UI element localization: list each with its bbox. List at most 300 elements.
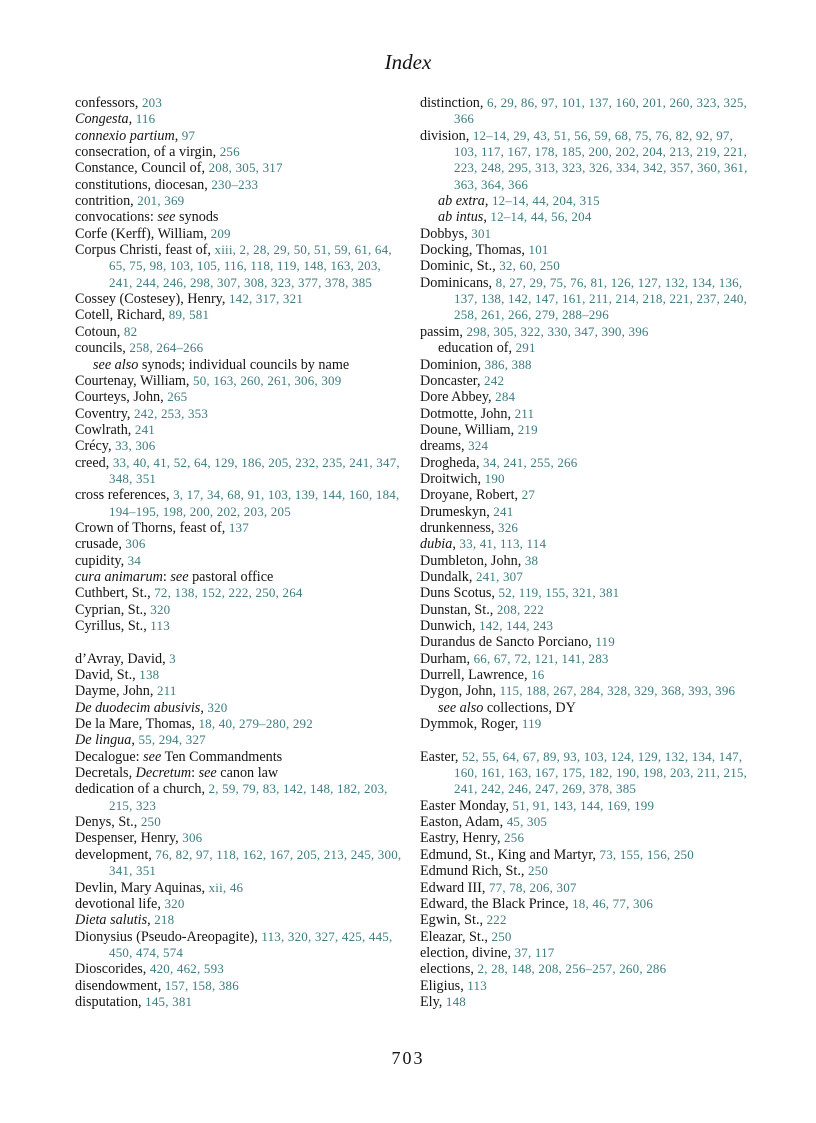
entry-text: Durham,	[420, 650, 474, 667]
entry-text: Decretals,	[75, 765, 136, 782]
entry-text: Cotoun,	[75, 323, 124, 340]
entry-text: Edward, the Black Prince,	[420, 895, 573, 912]
index-entry	[420, 357, 750, 373]
entry-text: Droitwich,	[420, 470, 485, 487]
index-entry	[420, 569, 750, 585]
index-entry	[420, 536, 750, 552]
index-entry	[75, 111, 405, 127]
entry-text: convocations:	[75, 209, 158, 226]
entry-text: Drogheda,	[420, 454, 484, 471]
index-entry	[75, 242, 405, 291]
index-subentry	[75, 357, 405, 373]
index-entry	[75, 160, 405, 176]
page-references: 72, 138, 152, 222, 250, 264	[154, 585, 303, 601]
index-entry	[420, 863, 750, 879]
page-references: 55, 294, 327	[138, 732, 206, 748]
index-entry	[420, 945, 750, 961]
index-entry	[420, 242, 750, 258]
page-references: 208, 305, 317	[208, 160, 283, 176]
page-references: 256	[504, 830, 525, 846]
index-entry	[420, 716, 750, 732]
index-entry	[75, 765, 405, 781]
index-entry	[75, 95, 405, 111]
page-references: 324	[468, 438, 489, 454]
italic-term: see	[143, 748, 162, 765]
page-references: 306	[125, 536, 146, 552]
italic-term: connexio partium	[75, 127, 175, 144]
page-references: 76, 82, 97, 118, 162, 167, 205, 213, 245, 300, 341, 351	[109, 846, 402, 879]
index-entry	[420, 438, 750, 454]
entry-text: Cyprian, St.,	[75, 601, 151, 618]
index-entry	[75, 406, 405, 422]
index-entry	[75, 880, 405, 896]
page-references: 51, 91, 143, 144, 169, 199	[512, 797, 655, 813]
index-entry	[420, 602, 750, 618]
index-entry	[75, 324, 405, 340]
entry-text: Dundalk,	[420, 568, 476, 585]
entry-text: synods	[175, 209, 219, 226]
index-entry	[420, 798, 750, 814]
entry-text: pastoral office	[188, 568, 274, 585]
index-entry	[420, 994, 750, 1010]
entry-text: Easter Monday,	[420, 797, 513, 814]
entry-text: Durrell, Lawrence,	[420, 667, 532, 684]
entry-text: Dotmotte, John,	[420, 405, 515, 422]
page-references: 241	[493, 503, 514, 519]
italic-term: see	[170, 568, 189, 585]
page-references: 241, 307	[475, 568, 524, 584]
entry-text: dedication of a church,	[75, 781, 209, 798]
entry-text: Doncaster,	[420, 372, 485, 389]
page-references: 33, 306	[115, 438, 156, 454]
page-references: 101	[528, 242, 549, 258]
page-references: 3	[169, 650, 176, 666]
entry-text: confessors,	[75, 95, 142, 111]
index-entry	[420, 520, 750, 536]
index-entry	[75, 422, 405, 438]
index-entry	[75, 602, 405, 618]
page-references: 119	[521, 716, 542, 732]
index-entry	[420, 830, 750, 846]
page-references: 203	[141, 95, 163, 110]
page-references: 142, 317, 321	[228, 291, 304, 307]
entry-text: Despenser, Henry,	[75, 830, 183, 847]
index-entry	[75, 912, 405, 928]
entry-text: Drumeskyn,	[420, 503, 494, 520]
italic-term: Congesta	[75, 111, 129, 128]
page-references: 113	[150, 618, 170, 633]
page-references: 82	[123, 323, 138, 339]
page-references: 32, 60, 250	[499, 258, 560, 274]
index-entry	[75, 209, 405, 225]
page-title: Index	[384, 50, 432, 74]
index-entry	[420, 553, 750, 569]
entry-text: Docking, Thomas,	[420, 242, 529, 259]
index-entry	[420, 373, 750, 389]
entry-text: Dore Abbey,	[420, 389, 496, 406]
section-gap	[75, 634, 405, 650]
entry-text: :	[191, 765, 199, 782]
italic-term: see also	[438, 699, 484, 716]
entry-text: ,	[484, 193, 492, 210]
entry-text: councils,	[75, 340, 130, 357]
index-entry	[420, 455, 750, 471]
page-references: 301	[471, 225, 492, 241]
page-references: 18, 46, 77, 306	[572, 895, 654, 911]
entry-text: Dunwich,	[420, 618, 480, 634]
page-references: 113	[467, 977, 487, 993]
page-references: 190	[484, 470, 505, 486]
index-entry	[420, 978, 750, 994]
page-references: 326	[498, 519, 519, 535]
entry-text: ,	[174, 127, 182, 144]
page-references: 208, 222	[496, 601, 544, 617]
entry-text: Cyrillus, St.,	[75, 618, 151, 634]
index-subentry	[420, 193, 750, 209]
page-references: 50, 163, 260, 261, 306, 309	[193, 372, 342, 388]
entry-text: Egwin, St.,	[420, 912, 487, 929]
entry-text: distinction,	[420, 95, 487, 111]
page-references: 148	[445, 993, 466, 1009]
entry-text: David, St.,	[75, 667, 140, 684]
page-references: 137	[228, 519, 249, 535]
page-references: 138	[139, 667, 160, 683]
index-entry	[75, 373, 405, 389]
index-entry	[420, 880, 750, 896]
entry-text: devotional life,	[75, 895, 165, 912]
entry-text: Eastry, Henry,	[420, 830, 505, 847]
index-entry	[420, 585, 750, 601]
page-references: 2, 28, 148, 208, 256–257, 260, 286	[477, 961, 667, 977]
page-references: 242, 253, 353	[133, 405, 209, 421]
page-references: 284	[495, 389, 516, 405]
entry-text: Cuthbert, St.,	[75, 585, 155, 602]
entry-text: Easter,	[420, 748, 462, 765]
entry-text: cross references,	[75, 487, 174, 504]
page-references: 115, 188, 267, 284, 328, 329, 368, 393, 396	[499, 683, 736, 699]
entry-text: Dionysius (Pseudo-Areopagite),	[75, 928, 262, 945]
entry-text: Dominicans,	[420, 274, 496, 291]
page-references: 250	[140, 814, 161, 830]
page-references: 265	[167, 389, 188, 405]
index-entry	[420, 324, 750, 340]
index-entry	[75, 193, 405, 209]
page-references: 291	[515, 340, 536, 356]
index-entry	[75, 618, 405, 634]
page-references: 209	[210, 225, 231, 241]
index-entry	[75, 814, 405, 830]
index-entry	[420, 406, 750, 422]
entry-text: Dominic, St.,	[420, 258, 500, 275]
page-references: 73, 155, 156, 250	[599, 846, 694, 862]
page-references: 250	[528, 863, 549, 879]
entry-text: election, divine,	[420, 944, 515, 961]
page-references: 218	[154, 912, 175, 928]
entry-text: Dunstan, St.,	[420, 601, 497, 618]
index-entry	[75, 553, 405, 569]
entry-text: Durandus de Sancto Porciano,	[420, 634, 596, 651]
page-references: 45, 305	[506, 814, 548, 830]
index-subentry	[420, 340, 750, 356]
index-entry	[420, 912, 750, 928]
index-entry	[420, 258, 750, 274]
page-references: 306	[182, 830, 203, 846]
page-references: 250	[491, 928, 512, 944]
index-entry	[75, 438, 405, 454]
page-references: 145, 381	[145, 993, 193, 1009]
page-references: 320	[150, 601, 171, 617]
page-references: 34, 241, 255, 266	[483, 454, 578, 470]
entry-text: drunkenness,	[420, 519, 499, 536]
entry-text: :	[162, 568, 171, 585]
index-entry	[75, 651, 405, 667]
entry-text: ,	[147, 912, 155, 929]
entry-text: Eligius,	[420, 977, 468, 994]
italic-term: see also	[93, 356, 139, 373]
entry-text: Edmund Rich, St.,	[420, 863, 528, 880]
entry-text: synods; individual councils by name	[138, 356, 350, 373]
page-references: 34	[127, 552, 142, 568]
page-references: 119	[595, 634, 615, 650]
index-entry	[75, 683, 405, 699]
page-references: 157, 158, 386	[164, 977, 239, 993]
page-references: 52, 55, 64, 67, 89, 93, 103, 124, 129, 132, 134, 147, 160, 161, 163, 167, 175, 182, 190, 198, 203, 211, 215, 241, 242, 246, 247, 269, 378, 385	[454, 748, 748, 797]
index-entry	[420, 389, 750, 405]
entry-text: Ten Commandments	[161, 748, 283, 765]
entry-text: Dumbleton, John,	[420, 552, 525, 569]
page-references: 256	[219, 144, 240, 160]
entry-text: Duns Scotus,	[420, 585, 499, 602]
index-entry	[420, 226, 750, 242]
page-references: xiii, 2, 28, 29, 50, 51, 59, 61, 64, 65, 75, 98, 103, 105, 116, 118, 119, 148, 163, 203, 241, 244, 246, 298, 307, 308, 323, 377, 378, 385	[109, 242, 392, 290]
entry-text: Doune, William,	[420, 421, 518, 438]
index-entry	[420, 422, 750, 438]
entry-text: ,	[483, 209, 491, 226]
entry-text: collections, DY	[483, 699, 576, 716]
index-entry	[75, 994, 405, 1010]
page-references: 242	[484, 372, 505, 388]
index-entry	[75, 520, 405, 536]
index-entry	[75, 700, 405, 716]
index-entry	[420, 634, 750, 650]
index-entry	[420, 961, 750, 977]
page-references: 97	[181, 127, 196, 143]
index-entry	[75, 226, 405, 242]
page-references: 18, 40, 279–280, 292	[198, 716, 313, 732]
page-references: 241	[134, 421, 156, 437]
index-entry	[75, 929, 405, 962]
entry-text: Droyane, Robert,	[420, 487, 522, 504]
index-entry	[75, 585, 405, 601]
italic-term: Decretum	[135, 765, 192, 782]
page-references: 142, 144, 243	[479, 618, 554, 633]
page-references: 320	[164, 895, 185, 911]
index-column-left	[75, 95, 405, 1010]
entry-text: education of,	[438, 340, 516, 357]
index-entry	[420, 651, 750, 667]
index-entry	[420, 275, 750, 324]
page-references: 12–14, 44, 204, 315	[491, 193, 600, 209]
index-entry	[75, 144, 405, 160]
page-references: xii, 46	[208, 879, 244, 895]
page-references: 77, 78, 206, 307	[488, 879, 577, 895]
page-references: 33, 41, 113, 114	[459, 536, 547, 552]
entry-text: Dayme, John,	[75, 683, 157, 700]
entry-text: Dygon, John,	[420, 683, 500, 700]
italic-term: ab extra	[438, 193, 485, 210]
entry-text: Easton, Adam,	[420, 814, 507, 831]
page-references: 219	[517, 421, 538, 437]
index-entry	[75, 667, 405, 683]
entry-text: d’Avray, David,	[75, 650, 170, 667]
index-entry	[420, 683, 750, 699]
entry-text: Cowlrath,	[75, 421, 135, 438]
page-references: 3, 17, 34, 68, 91, 103, 139, 144, 160, 184, 194–195, 198, 200, 202, 203, 205	[109, 487, 400, 519]
index-entry	[75, 830, 405, 846]
page-references: 420, 462, 593	[149, 961, 224, 977]
index-entry	[420, 929, 750, 945]
entry-text: Cotell, Richard,	[75, 307, 169, 324]
page-references: 8, 27, 29, 75, 76, 81, 126, 127, 132, 134, 136, 137, 138, 142, 147, 161, 211, 214, 218, 221, 237, 240, 258, 261, 266, 279, 288–296	[454, 274, 748, 323]
page-references: 16	[531, 667, 545, 683]
index-entry	[75, 340, 405, 356]
entry-text: Dominion,	[420, 356, 485, 373]
index-entry	[420, 471, 750, 487]
italic-term: De duodecim abusivis	[75, 699, 201, 716]
entry-text: canon law	[216, 765, 279, 782]
page-references: 2, 59, 79, 83, 142, 148, 182, 203, 215, 323	[109, 781, 388, 813]
page-references: 12–14, 44, 56, 204	[490, 209, 592, 225]
page-references: 258, 264–266	[129, 340, 204, 356]
index-entry	[75, 389, 405, 405]
page-references: 201, 369	[137, 193, 185, 209]
entry-text: Crown of Thorns, feast of,	[75, 519, 229, 536]
entry-text: passim,	[420, 323, 467, 340]
entry-text: Coventry,	[75, 405, 134, 422]
italic-term: see	[198, 765, 217, 782]
index-entry	[75, 732, 405, 748]
entry-text: division,	[420, 127, 473, 144]
page-references: 211	[156, 683, 177, 699]
entry-text: Dioscorides,	[75, 961, 150, 978]
entry-text: Corfe (Kerff), William,	[75, 225, 211, 242]
entry-text: ,	[128, 111, 136, 128]
page-references: 12–14, 29, 43, 51, 56, 59, 68, 75, 76, 82, 92, 97, 103, 117, 167, 178, 185, 200, 202, 204, 213, 219, 221, 223, 248, 295, 313, 323, 326, 334, 342, 357, 360, 361, 363, 364, 366	[454, 127, 748, 192]
entry-text: Ely,	[420, 993, 446, 1010]
entry-text: Edward III,	[420, 879, 489, 896]
index-entry	[75, 128, 405, 144]
entry-text: Corpus Christi, feast of,	[75, 242, 215, 259]
index-entry	[75, 961, 405, 977]
entry-text: Dymmok, Roger,	[420, 716, 522, 733]
index-entry	[420, 618, 750, 634]
entry-text: Cossey (Costesey), Henry,	[75, 291, 229, 308]
index-entry	[75, 291, 405, 307]
page-references: 27	[521, 487, 536, 503]
section-gap	[420, 732, 750, 748]
index-entry	[420, 504, 750, 520]
page-references: 386, 388	[484, 356, 532, 372]
index-entry	[75, 177, 405, 193]
page-references: 37, 117	[514, 944, 555, 960]
page-references: 230–233	[211, 176, 259, 192]
entry-text: Devlin, Mary Aquinas,	[75, 879, 209, 896]
entry-text: ,	[131, 732, 139, 749]
page-references: 52, 119, 155, 321, 381	[498, 585, 620, 601]
index-entry	[75, 716, 405, 732]
index-entry	[75, 978, 405, 994]
page-references: 116	[135, 111, 156, 127]
index-entry	[75, 307, 405, 323]
index-subentry	[420, 209, 750, 225]
page-number: 703	[391, 1048, 425, 1068]
entry-text: Courteys, John,	[75, 389, 168, 406]
index-entry	[75, 781, 405, 814]
page-references: 113, 320, 327, 425, 445, 450, 474, 574	[109, 928, 393, 960]
page-references: 66, 67, 72, 121, 141, 283	[473, 650, 609, 666]
index-entry	[420, 814, 750, 830]
index-entry	[420, 667, 750, 683]
entry-text: constitutions, diocesan,	[75, 176, 212, 193]
index-entry	[75, 749, 405, 765]
italic-term: see	[157, 209, 176, 226]
entry-text: Edmund, St., King and Martyr,	[420, 846, 600, 863]
index-entry	[420, 128, 750, 193]
entry-text: Eleazar, St.,	[420, 928, 492, 945]
index-entry	[420, 847, 750, 863]
page-references: 298, 305, 322, 330, 347, 390, 396	[466, 323, 649, 339]
entry-text: creed,	[75, 454, 113, 471]
index-entry	[420, 487, 750, 503]
entry-text: Constance, Council of,	[75, 160, 209, 177]
page-references: 6, 29, 86, 97, 101, 137, 160, 201, 260, 323, 325, 366	[454, 95, 748, 127]
entry-text: contrition,	[75, 193, 138, 210]
entry-text: cupidity,	[75, 552, 128, 569]
entry-text: Denys, St.,	[75, 814, 141, 831]
entry-text: dreams,	[420, 438, 469, 455]
page-references: 320	[207, 699, 228, 715]
page-references: 211	[514, 405, 535, 421]
entry-text: consecration, of a virgin,	[75, 144, 220, 161]
index-entry	[75, 847, 405, 880]
italic-term: dubia	[420, 536, 453, 553]
page-references: 38	[524, 552, 539, 568]
index-entry	[75, 536, 405, 552]
entry-text: ,	[452, 536, 460, 553]
page-references: 89, 581	[168, 307, 210, 323]
entry-text: Courtenay, William,	[75, 372, 194, 389]
index-subentry	[420, 700, 750, 716]
page-references: 222	[486, 912, 507, 928]
index-entry	[75, 455, 405, 488]
entry-text: development,	[75, 846, 156, 863]
index-column-right	[420, 95, 750, 1010]
italic-term: De lingua	[75, 732, 132, 749]
page-references: 33, 40, 41, 52, 64, 129, 186, 205, 232, 235, 241, 347, 348, 351	[109, 454, 400, 486]
italic-term: cura animarum	[75, 568, 163, 585]
index-entry	[75, 896, 405, 912]
italic-term: Dieta salutis	[75, 912, 148, 929]
entry-text: Crécy,	[75, 438, 116, 455]
entry-text: crusade,	[75, 536, 126, 553]
entry-text: elections,	[420, 961, 478, 978]
entry-text: Dobbys,	[420, 225, 472, 242]
index-entry	[420, 95, 750, 128]
entry-text: ,	[200, 699, 208, 716]
index-entry	[420, 896, 750, 912]
entry-text: Decalogue:	[75, 748, 144, 765]
entry-text: disendowment,	[75, 977, 165, 994]
